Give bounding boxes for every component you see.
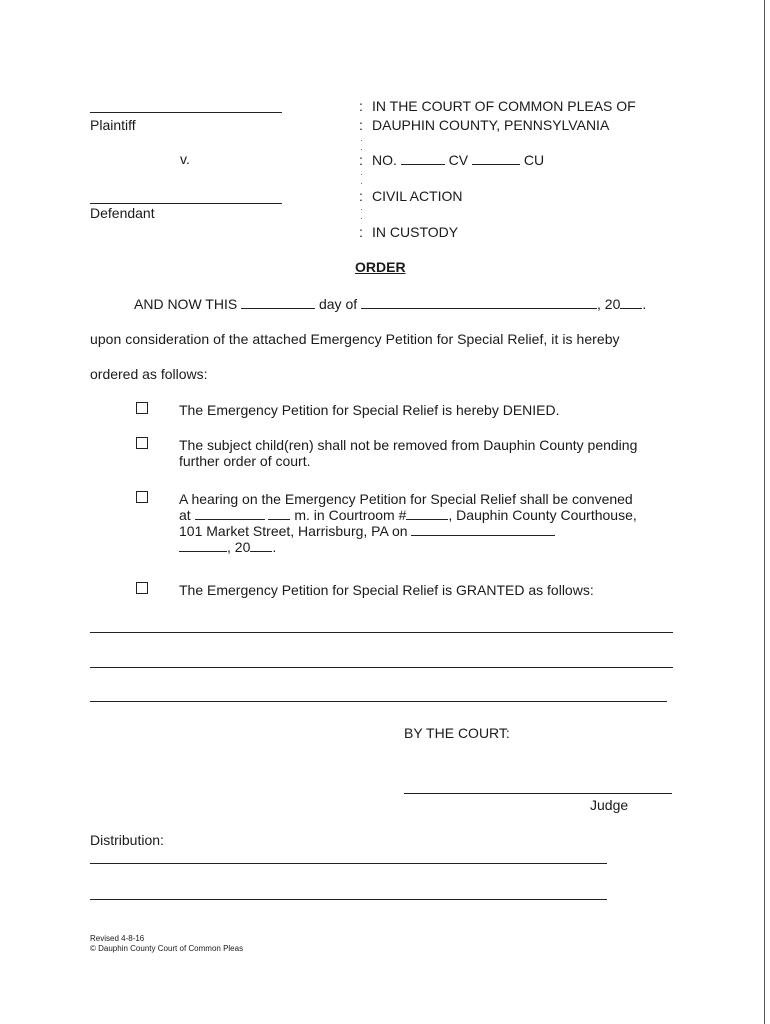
case-number [372, 152, 544, 168]
caption-dots: · · [360, 169, 363, 188]
civil-action-label: CIVIL ACTION [372, 188, 463, 204]
versus-label: v. [180, 151, 190, 167]
plaintiff-name-line[interactable] [90, 112, 282, 113]
cv-number-field[interactable] [472, 152, 520, 165]
case-number-prefix: NO. [372, 152, 397, 168]
defendant-label: Defendant [90, 205, 155, 221]
judge-label: Judge [590, 797, 629, 813]
granted-checkbox[interactable] [136, 582, 148, 594]
hearing-year-text: , 20 [227, 539, 251, 555]
hearing-courthouse-text: , Dauphin County Courthouse, [448, 507, 637, 523]
caption-colon: : [359, 188, 363, 204]
granted-detail-line-3[interactable] [90, 701, 667, 702]
cu-label: CU [523, 152, 545, 168]
comma: . [642, 296, 647, 312]
hearing-option-text [179, 491, 637, 555]
revised-note: Revised 4-8-16 [90, 934, 145, 943]
hearing-line4 [179, 539, 637, 555]
caption-colon: : [359, 117, 363, 133]
intro-line3: ordered as follows: [90, 366, 208, 382]
cv-label: CV [448, 152, 469, 168]
intro-line2: upon consideration of the attached Emergency Petition for Special Relief, it is hereby [90, 331, 620, 347]
hearing-address-text: 101 Market Street, Harrisburg, PA on [179, 523, 408, 539]
not-removed-option-text [179, 437, 637, 469]
case-number-field[interactable] [401, 152, 445, 165]
year-prefix-text: , 20 [597, 296, 621, 312]
defendant-name-line[interactable] [90, 203, 282, 204]
day-of-text: day of [318, 296, 358, 312]
hearing-date-field[interactable] [411, 523, 555, 536]
judge-signature-line[interactable] [404, 793, 672, 794]
hearing-at-text: at [179, 507, 191, 523]
hearing-line1: A hearing on the Emergency Petition for Special Relief shall be convened [179, 491, 633, 507]
plaintiff-label: Plaintiff [90, 117, 136, 133]
denied-checkbox[interactable] [136, 402, 148, 414]
period: . [272, 539, 277, 555]
hearing-year-field[interactable] [250, 539, 272, 552]
not-removed-line1: The subject child(ren) shall not be removed from Dauphin County pending [179, 437, 638, 453]
hearing-checkbox[interactable] [136, 491, 148, 503]
intro-line1 [134, 296, 646, 312]
and-now-text: AND NOW THIS [134, 296, 238, 312]
caption-dots: · · [360, 135, 363, 154]
page-edge-line [764, 0, 765, 1024]
denied-option-text: The Emergency Petition for Special Relief is hereby DENIED. [179, 402, 560, 418]
hearing-time-field[interactable] [195, 507, 265, 520]
granted-option-text: The Emergency Petition for Special Relief is GRANTED as follows: [179, 582, 594, 598]
copyright-note: © Dauphin County Court of Common Pleas [90, 944, 244, 953]
year-field[interactable] [620, 296, 642, 309]
caption-colon: : [359, 152, 363, 168]
caption-dots: · · [360, 204, 363, 223]
month-field[interactable] [361, 296, 597, 309]
hearing-line3 [179, 523, 637, 539]
by-the-court-label: BY THE COURT: [404, 725, 510, 741]
order-title: ORDER [355, 259, 406, 275]
court-name-line1: IN THE COURT OF COMMON PLEAS OF [372, 98, 636, 114]
granted-detail-line-2[interactable] [90, 667, 673, 668]
in-custody-label: IN CUSTODY [372, 224, 459, 240]
hearing-ampm-field[interactable] [268, 507, 290, 520]
hearing-line2 [179, 507, 637, 523]
not-removed-line2: further order of court. [179, 453, 311, 469]
day-field[interactable] [241, 296, 315, 309]
caption-colon: : [359, 98, 363, 114]
not-removed-checkbox[interactable] [136, 437, 148, 449]
distribution-line-1[interactable] [90, 863, 607, 864]
granted-detail-line-1[interactable] [90, 632, 673, 633]
caption-colon: : [359, 224, 363, 240]
hearing-courtroom-text: m. in Courtroom # [294, 507, 407, 523]
distribution-label: Distribution: [90, 832, 164, 848]
court-name-line2: DAUPHIN COUNTY, PENNSYLVANIA [372, 117, 610, 133]
distribution-line-2[interactable] [90, 899, 607, 900]
courtroom-number-field[interactable] [406, 507, 448, 520]
hearing-day-field[interactable] [179, 539, 227, 552]
